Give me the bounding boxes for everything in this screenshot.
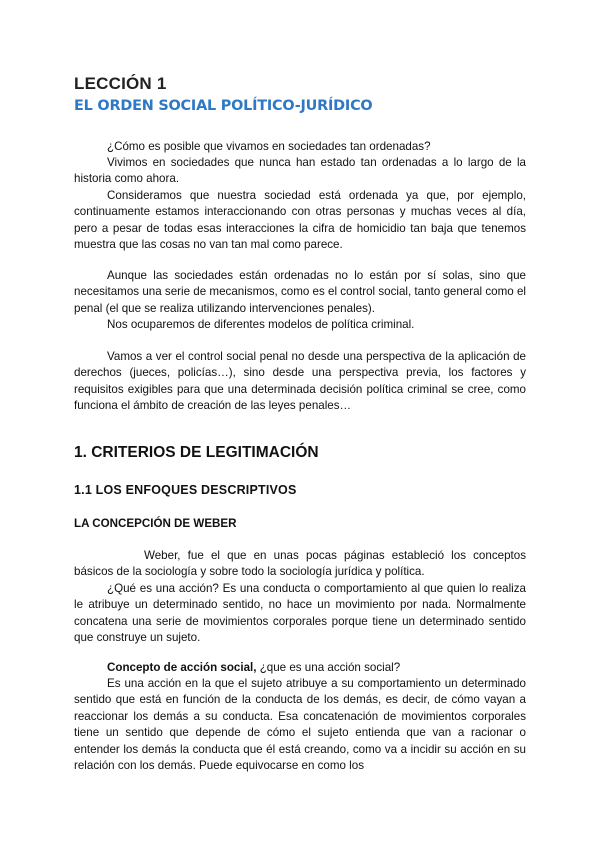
intro-paragraph-1: ¿Cómo es posible que vivamos en sociedades tan ordenadas?: [107, 140, 431, 153]
concept-question: ¿que es una acción social?: [256, 661, 401, 674]
subsection-heading: 1.1 LOS ENFOQUES DESCRIPTIVOS: [74, 483, 297, 497]
concept-term: Concepto de acción social,: [107, 661, 257, 674]
intro-paragraph-6: Vamos a ver el control social penal no desde una perspectiva de la aplicación de derechos (jueces, policías…), sino desde una perspectiva previa, los factores y requisitos exigibles para que una determinada decisión política criminal se cree, como funciona el ámbito de creación de las leyes penales…: [74, 350, 526, 413]
weber-paragraph-4: Es una acción en la que el sujeto atribuye a su comportamiento un determinado sentido que está en función de la conducta de los demás, es decir, de cómo vayan a reaccionar los demás a su conducta. Esa concatenación de movimientos corporales tiene un sentido que depende de cómo el sujeto entienda que van a racionar o entender los demás la conducta que él está creando, como va a incidir su acción en su relación con los demás. Puede equivocarse en como los: [74, 677, 526, 773]
weber-paragraph-1: Weber, fue el que en unas pocas páginas estableció los conceptos básicos de la sociología y sobre todo la sociología jurídica y política.: [74, 549, 526, 579]
intro-paragraph-2: Vivimos en sociedades que nunca han estado tan ordenadas a lo largo de la historia como ahora.: [74, 156, 526, 186]
intro-paragraph-4: Aunque las sociedades están ordenadas no lo están por sí solas, sino que necesitamos una serie de mecanismos, como es el control social, tanto general como el penal (el que se realiza utilizando intervenciones penales).: [74, 269, 526, 315]
lesson-number: LECCIÓN 1: [74, 74, 167, 93]
intro-paragraph-5: Nos ocuparemos de diferentes modelos de política criminal.: [107, 318, 415, 331]
weber-paragraph-2: ¿Qué es una acción? Es una conducta o comportamiento al que quien lo realiza le atribuye un determinado sentido, no hace un movimiento por nada. Normalmente concatena una serie de movimientos corporales porque tiene un determinado sentido que construye un sujeto.: [74, 582, 526, 645]
weber-paragraph-3: [74, 660, 526, 676]
section-heading: 1. CRITERIOS DE LEGITIMACIÓN: [74, 444, 319, 461]
subsubsection-heading: LA CONCEPCIÓN DE WEBER: [74, 517, 237, 530]
intro-paragraph-3: Consideramos que nuestra sociedad está ordenada ya que, por ejemplo, continuamente estamos interaccionando con otras personas y muchas veces al día, pero a pesar de todas esas interacciones la cifra de homicidio tan baja que tenemos muestra que las cosas no van tan mal como parece.: [74, 189, 526, 252]
lesson-title: EL ORDEN SOCIAL POLÍTICO-JURÍDICO: [74, 98, 373, 114]
